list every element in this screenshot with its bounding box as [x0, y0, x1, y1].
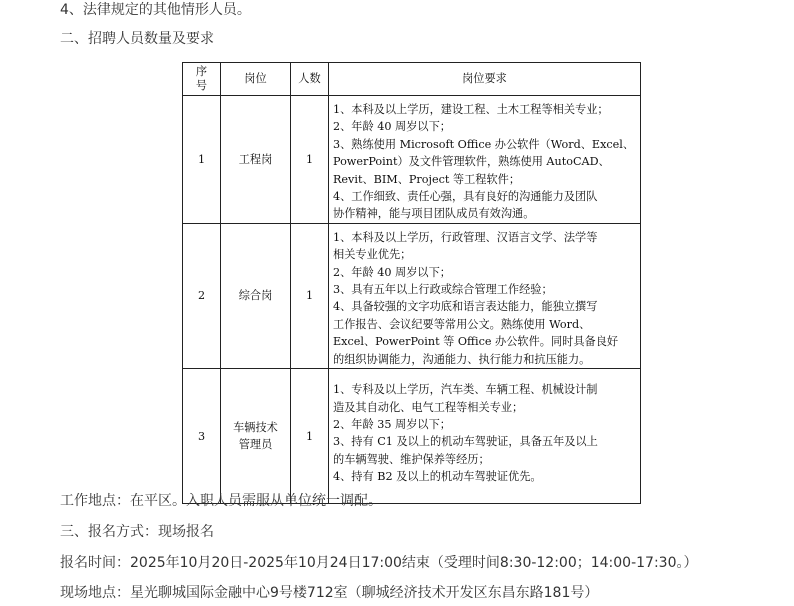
- table-row: [183, 369, 641, 504]
- row-requirements: [329, 96, 641, 224]
- requirement-line: 2、年龄 35 周岁以下；: [333, 417, 451, 431]
- table-row: [183, 96, 641, 224]
- section-2-title: 二、招聘人员数量及要求: [60, 31, 214, 47]
- requirement-line: 1、专科及以上学历，汽车类、车辆工程、机械设计制: [333, 383, 598, 397]
- header-serial-number: 序 号: [183, 63, 221, 96]
- requirement-line: 4、具备较强的文字功底和语言表达能力，能独立撰写: [333, 300, 598, 314]
- header-position: 岗位: [221, 63, 291, 96]
- requirement-line: Excel、PowerPoint 等 Office 办公软件。同时具备良好: [333, 335, 619, 349]
- row-requirements: [329, 223, 641, 368]
- row-requirements: [329, 369, 641, 504]
- recruitment-table: [182, 62, 641, 504]
- requirement-line: 2、年龄 40 周岁以下；: [333, 265, 451, 279]
- requirement-line: 4、持有 B2 及以上的机动车驾驶证优先。: [333, 470, 542, 484]
- requirement-line: 的组织协调能力，沟通能力、执行能力和抗压能力。: [333, 352, 591, 366]
- requirement-line: 造及其自动化、电气工程等相关专业；: [333, 400, 524, 414]
- registration-time: 报名时间：2025年10月20日-2025年10月24日17:00结束（受理时间8:30-12:00；14:00-17:30。）: [60, 555, 698, 571]
- row-position: 车辆技术 管理员: [221, 369, 291, 504]
- section-3-title: 三、报名方式：现场报名: [60, 524, 214, 540]
- work-location: 工作地点：在平区。入职人员需服从单位统一调配。: [60, 493, 382, 509]
- requirement-line: 3、熟练使用 Microsoft Office 办公软件（Word、Excel、: [333, 137, 635, 151]
- requirement-line: 2、年龄 40 周岁以下；: [333, 120, 451, 134]
- requirement-line: Revit、BIM、Project 等工程软件；: [333, 172, 521, 186]
- registration-place: 现场地点：星光聊城国际金融中心9号楼712室（聊城经济技术开发区东昌东路181号）: [60, 585, 599, 601]
- row-count: 1: [291, 96, 329, 224]
- row-position: 综合岗: [221, 223, 291, 368]
- requirement-line: 1、本科及以上学历，建设工程、土木工程等相关专业；: [333, 103, 609, 116]
- row-serial-number: 3: [183, 369, 221, 504]
- requirement-line: 协作精神，能与项目团队成员有效沟通。: [333, 207, 535, 221]
- intro-item-4: 4、法律规定的其他情形人员。: [60, 2, 251, 18]
- requirement-line: 的车辆驾驶、维护保养等经历；: [333, 452, 490, 466]
- requirement-line: PowerPoint）及文件管理软件，熟练使用 AutoCAD、: [333, 155, 610, 169]
- table-row: [183, 223, 641, 368]
- requirement-line: 1、本科及以上学历，行政管理、汉语言文学、法学等: [333, 230, 598, 244]
- requirement-line: 工作报告、会议纪要等常用公文。熟练使用 Word、: [333, 317, 591, 331]
- requirement-line: 相关专业优先；: [333, 248, 412, 262]
- requirement-line: 3、持有 C1 及以上的机动车驾驶证，具备五年及以上: [333, 435, 598, 449]
- row-position: 工程岗: [221, 96, 291, 224]
- row-count: 1: [291, 223, 329, 368]
- table-header-row: [183, 63, 641, 96]
- header-count: 人数: [291, 63, 329, 96]
- row-serial-number: 2: [183, 223, 221, 368]
- row-count: 1: [291, 369, 329, 504]
- requirement-line: 4、工作细致、责任心强，具有良好的沟通能力及团队: [333, 190, 598, 204]
- requirement-line: 3、具有五年以上行政或综合管理工作经验；: [333, 283, 553, 297]
- row-serial-number: 1: [183, 96, 221, 224]
- header-requirements: 岗位要求: [329, 63, 641, 96]
